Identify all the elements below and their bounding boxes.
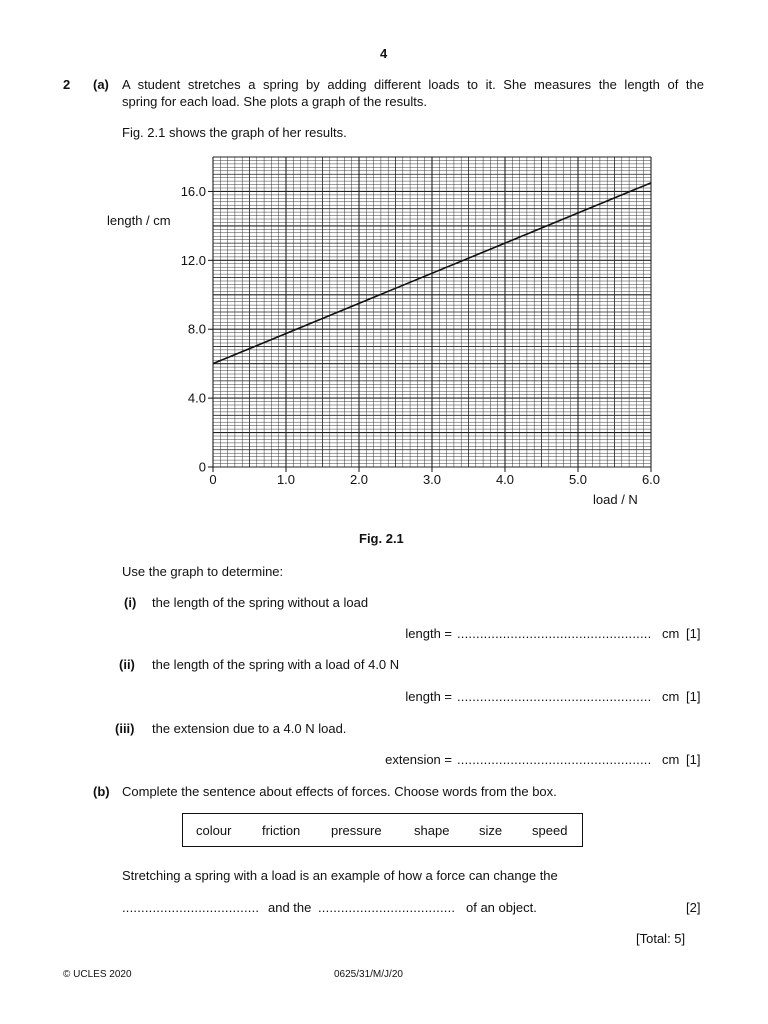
y-tick-label: 12.0 xyxy=(180,252,206,268)
intro-line-1: A student stretches a spring by adding different loads to it. She measures the length of the xyxy=(122,77,704,92)
page-number: 4 xyxy=(380,46,388,61)
y-tick-label: 8.0 xyxy=(187,321,206,337)
word-friction: friction xyxy=(262,823,301,838)
instruction: Use the graph to determine: xyxy=(122,564,284,579)
x-axis-label: load / N xyxy=(593,492,638,507)
item-ii-label: (ii) xyxy=(119,657,135,672)
item-ii-answer-prefix: length = xyxy=(405,689,452,704)
y-tick-label: 16.0 xyxy=(180,183,206,199)
item-i-text: the length of the spring without a load xyxy=(152,595,369,610)
x-tick-label: 1.0 xyxy=(276,472,296,487)
blank-end: of an object. xyxy=(466,900,537,915)
graph-grid xyxy=(213,157,651,467)
y-tick-label: 0 xyxy=(198,459,206,475)
x-tick-label: 6.0 xyxy=(641,472,661,487)
part-b-label: (b) xyxy=(93,784,110,799)
item-i-unit: cm xyxy=(662,626,680,641)
item-iii-answer-field[interactable]: ................................................... xyxy=(457,752,652,767)
x-tick-label: 5.0 xyxy=(568,472,588,487)
x-tick-label: 4.0 xyxy=(495,472,515,487)
word-speed: speed xyxy=(532,823,568,838)
item-ii-answer-field[interactable]: ................................................... xyxy=(457,689,652,704)
total-marks: [Total: 5] xyxy=(636,931,686,946)
part-b-text: Complete the sentence about effects of forces. Choose words from the box. xyxy=(122,784,557,799)
item-iii-unit: cm xyxy=(662,752,680,767)
y-axis-label: length / cm xyxy=(107,213,171,228)
y-tick-label: 4.0 xyxy=(187,390,206,406)
item-ii-unit: cm xyxy=(662,689,680,704)
footer-copyright: © UCLES 2020 xyxy=(63,969,132,980)
blank-2-field[interactable]: .................................... xyxy=(318,900,456,915)
blank-1-field[interactable]: .................................... xyxy=(122,900,260,915)
word-box xyxy=(182,813,583,847)
question-number: 2 xyxy=(63,77,71,92)
item-ii-marks: [1] xyxy=(686,689,701,704)
item-ii-text: the length of the spring with a load of 4.0 N xyxy=(152,657,400,672)
item-iii-marks: [1] xyxy=(686,752,701,767)
word-pressure: pressure xyxy=(331,823,382,838)
figure-caption: Fig. 2.1 xyxy=(359,531,404,546)
item-i-label: (i) xyxy=(124,595,137,610)
item-iii-answer-prefix: extension = xyxy=(385,752,452,767)
x-tick-label: 2.0 xyxy=(349,472,369,487)
part-b-marks: [2] xyxy=(686,900,701,915)
part-b-sentence: Stretching a spring with a load is an example of how a force can change the xyxy=(122,868,558,883)
part-a-label: (a) xyxy=(93,77,109,92)
word-size: size xyxy=(479,823,503,838)
word-shape: shape xyxy=(414,823,450,838)
fig-reference: Fig. 2.1 shows the graph of her results. xyxy=(122,125,347,140)
item-i-answer-field[interactable]: ................................................... xyxy=(457,626,652,641)
intro-line-2: spring for each load. She plots a graph of the results. xyxy=(122,94,427,109)
word-colour: colour xyxy=(196,823,232,838)
item-iii-label: (iii) xyxy=(115,721,135,736)
x-tick-label: 0 xyxy=(209,472,217,487)
item-iii-text: the extension due to a 4.0 N load. xyxy=(152,721,347,736)
item-i-marks: [1] xyxy=(686,626,701,641)
footer-code: 0625/31/M/J/20 xyxy=(334,969,403,980)
item-i-answer-prefix: length = xyxy=(405,626,452,641)
blank-connector: and the xyxy=(268,900,312,915)
x-tick-label: 3.0 xyxy=(422,472,442,487)
